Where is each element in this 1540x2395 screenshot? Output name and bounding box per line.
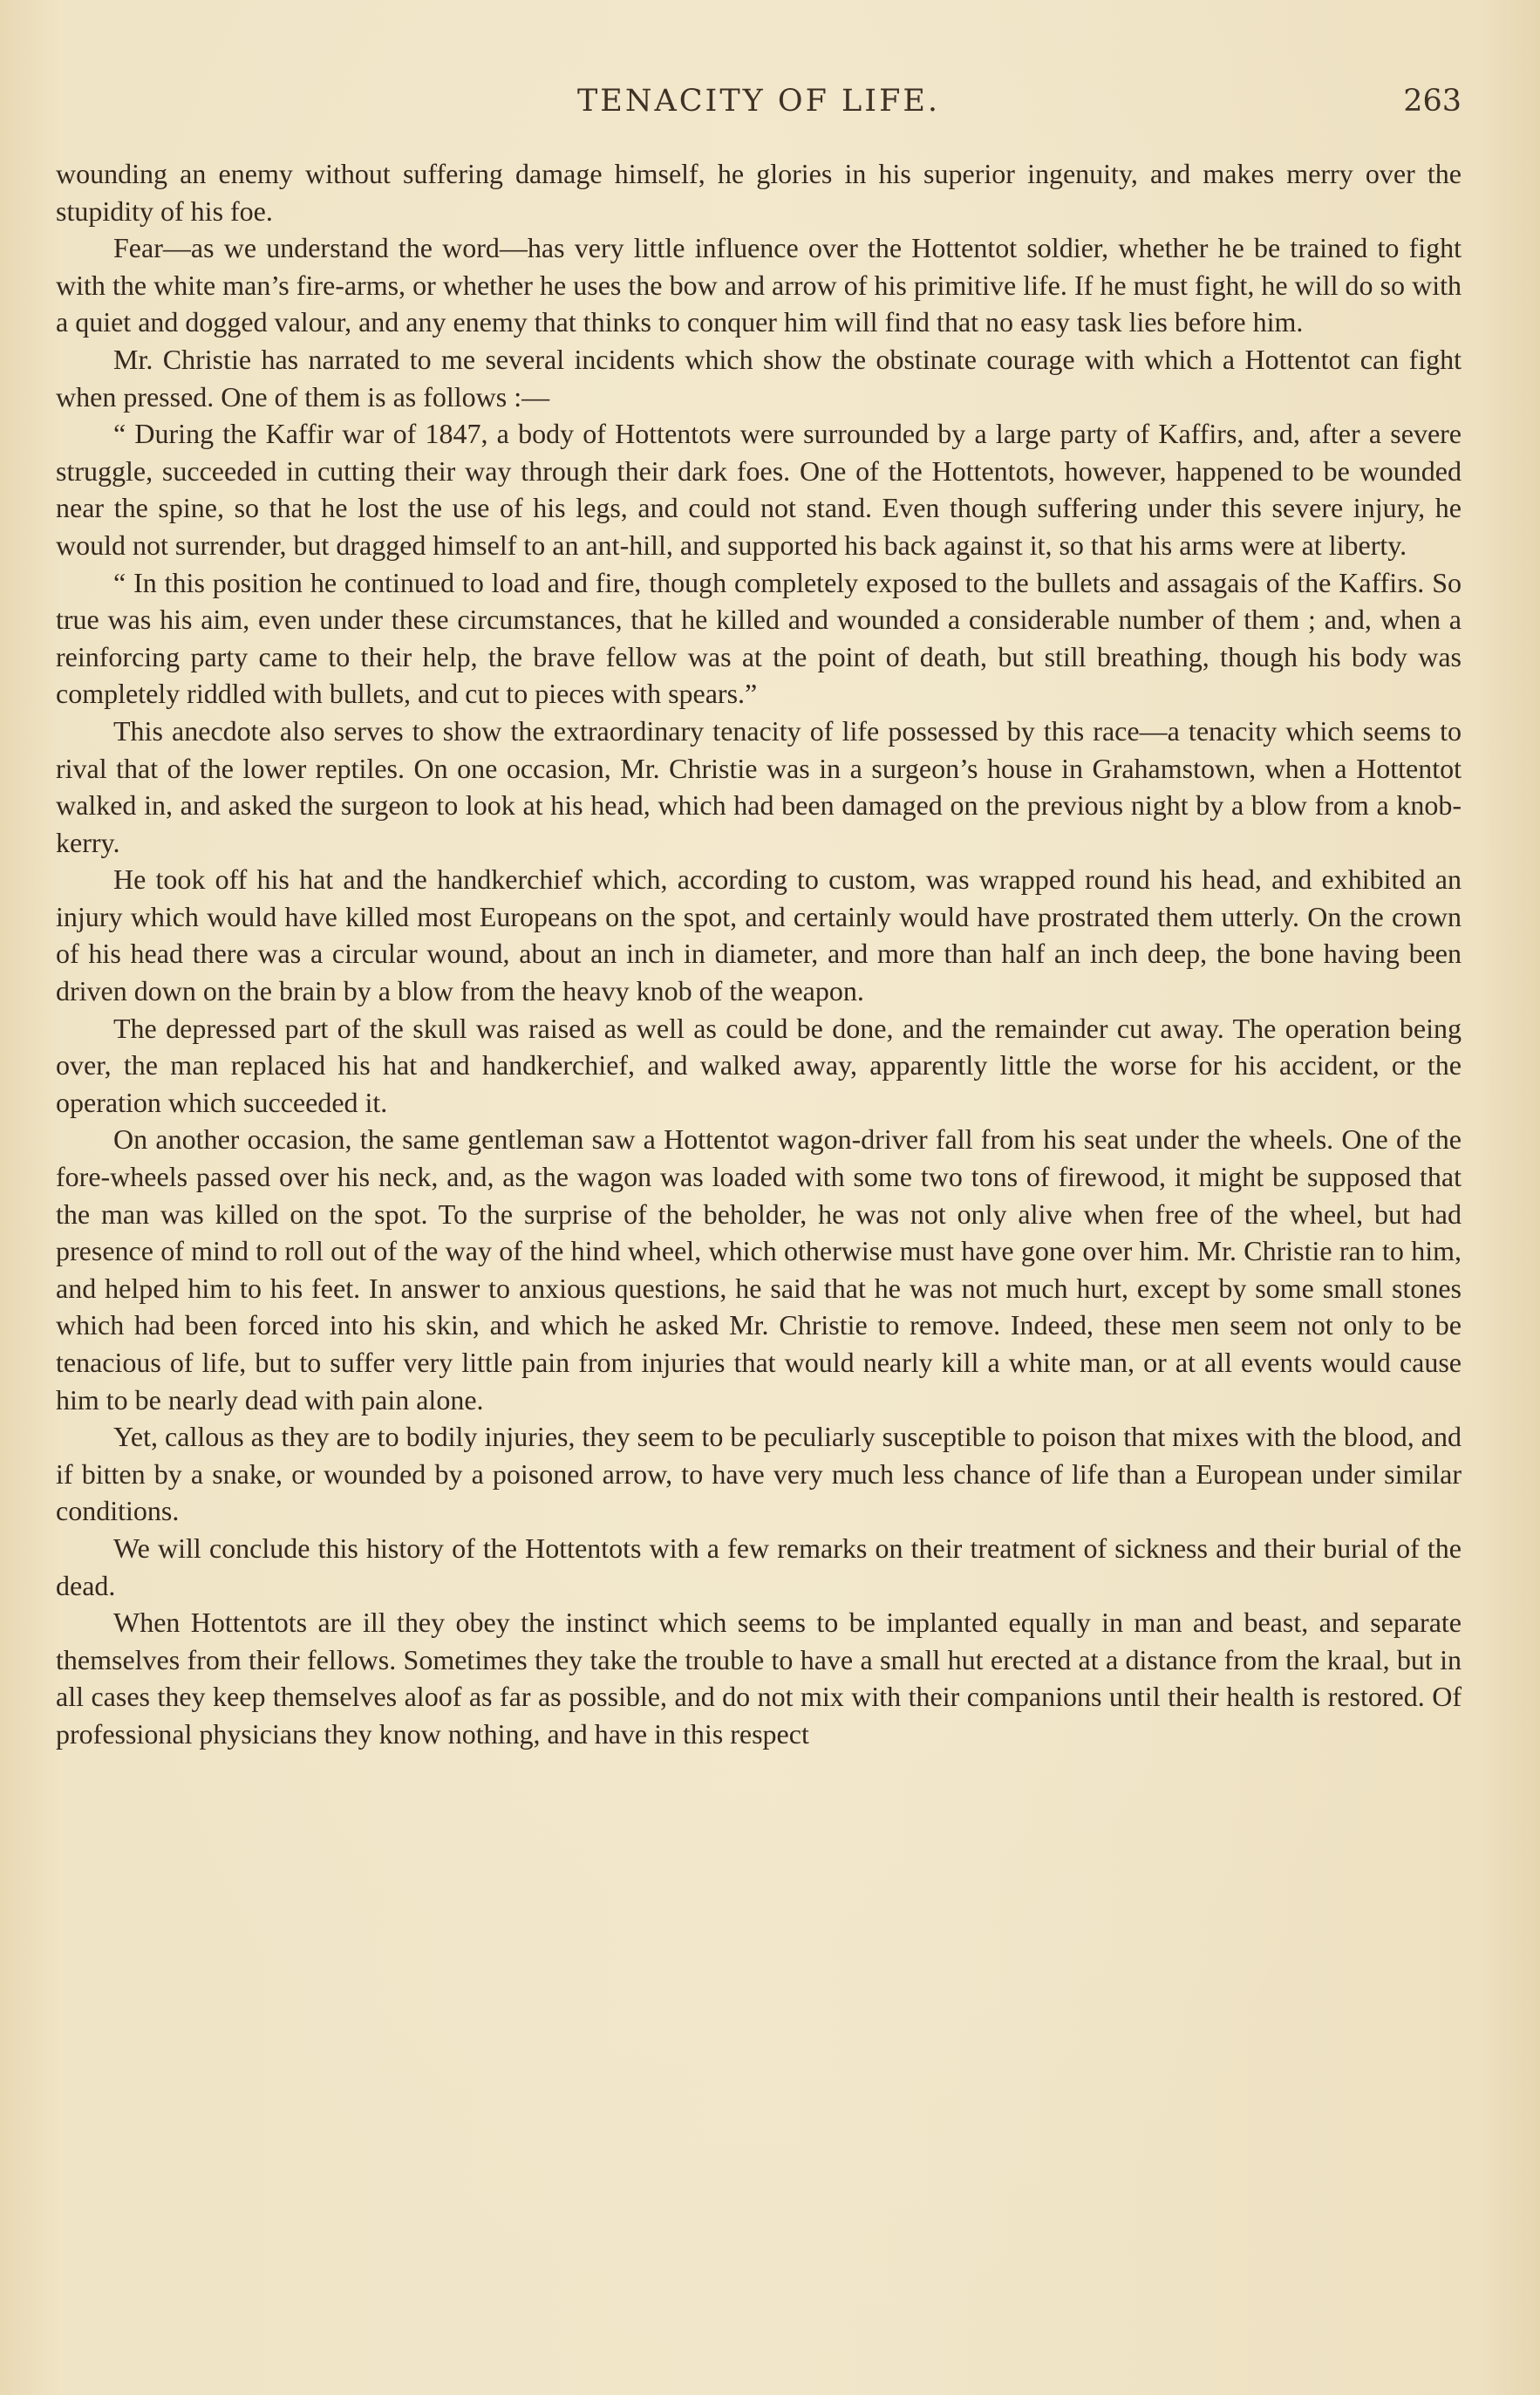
paragraph: On another occasion, the same gentleman saw a Hottentot wagon-driver fall from his seat under the wheels. One of the fore-wheels passed over his neck, and, as the wagon was loaded with some two tons of firewood, it might be supposed that the man was killed on the spot. To the surprise of the beholder, he was not only alive when free of the wheel, but had presence of mind to roll out of the way of the hind wheel, which otherwise must have gone over him. Mr. Christie ran to him, and helped him to his feet. In answer to anxious questions, he said that he was not much hurt, except by some small stones which had been forced into his skin, and which he asked Mr. Christie to remove. Indeed, these men seem not only to be tenacious of life, but to suffer very little pain from injuries that would nearly kill a white man, or at all events would cause him to be nearly dead with pain alone.: [56, 1123, 1462, 1416]
paragraph: “ In this position he continued to load and fire, though completely exposed to the bullets and assagais of the Kaffirs. So true was his aim, even under these circumstances, that he killed and wounded a considerable number of them ; and, when a reinforcing party came to their help, the brave fellow was at the point of death, but still breathing, though his body was completely riddled with bullets, and cut to pieces with spears.”: [56, 566, 1462, 710]
paragraph: “ During the Kaffir war of 1847, a body of Hottentots were surrounded by a large party of Kaffirs, and, after a severe struggle, succeeded in cutting their way through their dark foes. One of the Hottentots, however, happened to be wounded near the spine, so that he lost the use of his legs, and could not stand. Even though suffering under this severe injury, he would not surrender, but dragged himself to an ant-hill, and supported his back against it, so that his arms were at liberty.: [56, 418, 1462, 561]
paragraph: wounding an enemy without suffering damage himself, he glories in his superior ingenuity, and makes merry over the stupidity of his foe.: [56, 158, 1462, 227]
paragraph: The depressed part of the skull was raised as well as could be done, and the remainder cut away. The operation being over, the man replaced his hat and handkerchief, and walked away, apparently little the worse for his accident, or the operation which succeeded it.: [56, 1012, 1462, 1118]
body-text: [56, 155, 1462, 1753]
page-number: 263: [1403, 84, 1462, 119]
paragraph: He took off his hat and the handkerchief which, according to custom, was wrapped round his head, and exhibited an injury which would have killed most Europeans on the spot, and certainly would have prostrated them utterly. On the crown of his head there was a circular wound, about an inch in diameter, and more than half an inch deep, the bone having been driven down on the brain by a blow from the heavy knob of the weapon.: [56, 863, 1462, 1007]
paragraph: Fear—as we understand the word—has very little influence over the Hottentot soldier, whether he be trained to fight with the white man’s fire-arms, or whether he uses the bow and arrow of his primitive life. If he must fight, he will do so with a quiet and dogged valour, and any enemy that thinks to conquer him will find that no easy task lies before him.: [56, 232, 1462, 338]
paragraph: Yet, callous as they are to bodily injuries, they seem to be peculiarly susceptible to poison that mixes with the blood, and if bitten by a snake, or wounded by a poisoned arrow, to have very much less chance of life than a European under similar conditions.: [56, 1421, 1462, 1527]
paragraph: When Hottentots are ill they obey the instinct which seems to be implanted equally in man and beast, and separate themselves from their fellows. Sometimes they take the trouble to have a small hut erected at a distance from the kraal, but in all cases they keep themselves aloof as far as possible, and do not mix with their companions until their health is restored. Of professional physicians they know nothing, and have in this respect: [56, 1607, 1462, 1750]
paragraph: We will conclude this history of the Hottentots with a few remarks on their treatment of sickness and their burial of the dead.: [56, 1532, 1462, 1601]
page-header: [56, 84, 1462, 127]
running-title: TENACITY OF LIFE.: [576, 84, 941, 119]
paragraph: Mr. Christie has narrated to me several incidents which show the obstinate courage with which a Hottentot can fight when pressed. One of them is as follows :—: [56, 343, 1462, 413]
paragraph: This anecdote also serves to show the extraordinary tenacity of life possessed by this race—a tenacity which seems to rival that of the lower reptiles. On one occasion, Mr. Christie was in a surgeon’s house in Grahamstown, when a Hottentot walked in, and asked the surgeon to look at his head, which had been damaged on the previous night by a blow from a knob-kerry.: [56, 714, 1462, 858]
